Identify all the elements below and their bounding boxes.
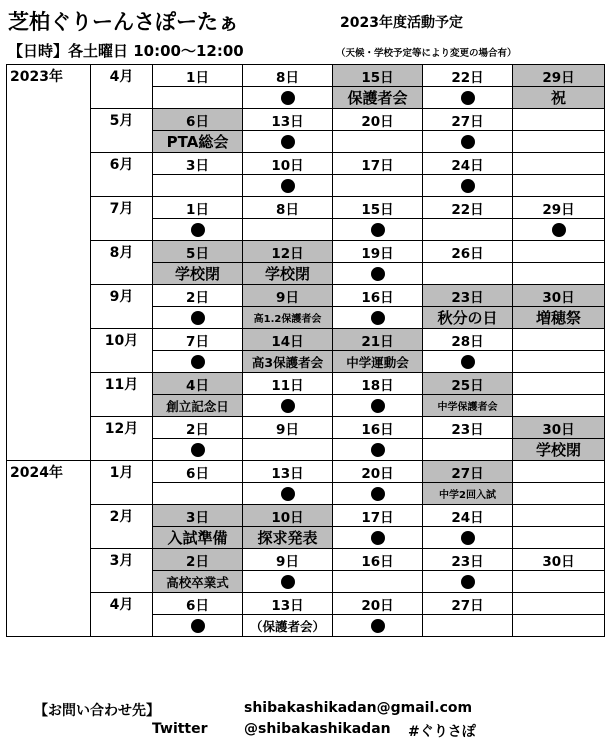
day-cell: 9日 <box>243 285 333 307</box>
day-cell: 6日 <box>153 109 243 131</box>
day-cell: 28日 <box>423 329 513 351</box>
year-cell: 2024年 <box>7 461 91 505</box>
day-cell: 5日 <box>153 241 243 263</box>
event-cell <box>333 175 423 197</box>
day-cell: 14日 <box>243 329 333 351</box>
day-cell: 6日 <box>153 461 243 483</box>
day-cell: 18日 <box>333 373 423 395</box>
activity-dot-icon <box>371 487 385 501</box>
schedule-day-row <box>7 241 605 263</box>
day-cell: 20日 <box>333 109 423 131</box>
event-cell <box>423 615 513 637</box>
activity-dot-icon <box>371 267 385 281</box>
event-cell: 高3保護者会 <box>243 351 333 373</box>
activity-dot-cell <box>153 219 243 241</box>
day-cell <box>513 593 605 615</box>
day-cell: 17日 <box>333 505 423 527</box>
month-cell: 4月 <box>91 593 153 637</box>
schedule-day-row <box>7 65 605 87</box>
day-cell: 12日 <box>243 241 333 263</box>
event-cell <box>513 571 605 593</box>
day-cell: 27日 <box>423 593 513 615</box>
schedule-day-row <box>7 505 605 527</box>
event-cell: 探求発表 <box>243 527 333 549</box>
activity-dot-cell <box>423 175 513 197</box>
activity-dot-icon <box>371 531 385 545</box>
day-cell: 23日 <box>423 285 513 307</box>
day-cell: 9日 <box>243 549 333 571</box>
day-cell <box>513 153 605 175</box>
event-cell: 創立記念日 <box>153 395 243 417</box>
schedule-day-row <box>7 329 605 351</box>
activity-dot-icon <box>281 91 295 105</box>
month-cell: 7月 <box>91 197 153 241</box>
day-cell: 26日 <box>423 241 513 263</box>
activity-dot-icon <box>281 487 295 501</box>
activity-dot-icon <box>191 311 205 325</box>
day-cell: 27日 <box>423 109 513 131</box>
event-cell <box>243 439 333 461</box>
event-cell: 学校閉 <box>153 263 243 285</box>
schedule-table <box>6 64 605 637</box>
day-cell: 9日 <box>243 417 333 439</box>
event-cell <box>513 615 605 637</box>
event-cell: 学校閉 <box>243 263 333 285</box>
activity-dot-icon <box>461 575 475 589</box>
twitter-handle[interactable]: @shibakashikadan <box>244 721 391 737</box>
activity-dot-icon <box>191 355 205 369</box>
schedule-day-row <box>7 549 605 571</box>
event-cell <box>423 439 513 461</box>
activity-dot-icon <box>191 223 205 237</box>
month-cell: 4月 <box>91 65 153 109</box>
day-cell: 8日 <box>243 65 333 87</box>
event-cell <box>153 175 243 197</box>
activity-dot-cell <box>153 439 243 461</box>
day-cell: 17日 <box>333 153 423 175</box>
event-cell <box>513 527 605 549</box>
activity-dot-icon <box>371 399 385 413</box>
year-cell <box>7 153 91 197</box>
activity-dot-cell <box>333 483 423 505</box>
month-cell: 11月 <box>91 373 153 417</box>
year-cell: 2023年 <box>7 65 91 109</box>
twitter-label: Twitter <box>152 721 208 737</box>
day-cell: 30日 <box>513 417 605 439</box>
year-cell <box>7 329 91 373</box>
hours-info: 【日時】各土曜日 10:00～12:00 <box>8 42 244 60</box>
day-cell: 13日 <box>243 593 333 615</box>
event-cell: 保護者会 <box>333 87 423 109</box>
year-cell <box>7 505 91 549</box>
activity-dot-icon <box>371 443 385 457</box>
day-cell <box>513 109 605 131</box>
day-cell: 22日 <box>423 197 513 219</box>
activity-dot-cell <box>243 87 333 109</box>
event-cell: 高校卒業式 <box>153 571 243 593</box>
event-cell <box>513 395 605 417</box>
activity-dot-cell <box>333 219 423 241</box>
schedule-day-row <box>7 593 605 615</box>
event-cell <box>243 219 333 241</box>
event-cell <box>513 351 605 373</box>
event-cell: PTA総会 <box>153 131 243 153</box>
schedule-day-row <box>7 373 605 395</box>
activity-dot-icon <box>461 91 475 105</box>
day-cell: 1日 <box>153 197 243 219</box>
event-cell: （保護者会） <box>243 615 333 637</box>
activity-dot-cell <box>243 571 333 593</box>
day-cell: 24日 <box>423 153 513 175</box>
day-cell: 8日 <box>243 197 333 219</box>
event-cell: 中学保護者会 <box>423 395 513 417</box>
day-cell: 15日 <box>333 65 423 87</box>
month-cell: 9月 <box>91 285 153 329</box>
day-cell: 10日 <box>243 153 333 175</box>
event-cell <box>153 483 243 505</box>
schedule-day-row <box>7 461 605 483</box>
event-cell: 学校閉 <box>513 439 605 461</box>
year-cell <box>7 373 91 417</box>
activity-dot-cell <box>243 395 333 417</box>
day-cell: 13日 <box>243 109 333 131</box>
year-cell <box>7 285 91 329</box>
activity-dot-cell <box>153 615 243 637</box>
activity-dot-cell <box>243 175 333 197</box>
activity-dot-icon <box>371 619 385 633</box>
activity-dot-cell <box>243 483 333 505</box>
activity-dot-cell <box>423 87 513 109</box>
event-cell: 高1.2保護者会 <box>243 307 333 329</box>
activity-dot-icon <box>461 179 475 193</box>
event-cell: 中学2回入試 <box>423 483 513 505</box>
day-cell: 3日 <box>153 505 243 527</box>
event-cell <box>333 571 423 593</box>
activity-dot-icon <box>281 399 295 413</box>
activity-dot-cell <box>333 615 423 637</box>
day-cell: 30日 <box>513 549 605 571</box>
activity-dot-icon <box>371 311 385 325</box>
day-cell: 6日 <box>153 593 243 615</box>
day-cell: 2日 <box>153 285 243 307</box>
event-cell <box>423 263 513 285</box>
day-cell: 16日 <box>333 285 423 307</box>
day-cell: 23日 <box>423 549 513 571</box>
activity-dot-icon <box>191 443 205 457</box>
activity-dot-icon <box>371 223 385 237</box>
activity-dot-cell <box>513 219 605 241</box>
month-cell: 6月 <box>91 153 153 197</box>
day-cell: 3日 <box>153 153 243 175</box>
schedule-day-row <box>7 197 605 219</box>
schedule-day-row <box>7 417 605 439</box>
month-cell: 5月 <box>91 109 153 153</box>
year-cell <box>7 197 91 241</box>
month-cell: 10月 <box>91 329 153 373</box>
event-cell: 祝 <box>513 87 605 109</box>
activity-dot-icon <box>461 531 475 545</box>
activity-dot-icon <box>191 619 205 633</box>
activity-dot-icon <box>281 575 295 589</box>
day-cell: 2日 <box>153 549 243 571</box>
activity-dot-icon <box>281 179 295 193</box>
day-cell: 16日 <box>333 549 423 571</box>
activity-dot-cell <box>333 263 423 285</box>
day-cell: 15日 <box>333 197 423 219</box>
day-cell: 20日 <box>333 593 423 615</box>
hashtag: #ぐりさぽ <box>408 724 476 740</box>
month-cell: 3月 <box>91 549 153 593</box>
schedule-subtitle: 2023年度活動予定 <box>340 15 463 31</box>
day-cell: 19日 <box>333 241 423 263</box>
event-cell: 秋分の日 <box>423 307 513 329</box>
activity-dot-cell <box>423 351 513 373</box>
activity-dot-icon <box>552 223 566 237</box>
event-cell <box>513 483 605 505</box>
day-cell: 29日 <box>513 65 605 87</box>
change-note: （天候・学校予定等により変更の場合有） <box>336 48 517 59</box>
year-cell <box>7 549 91 593</box>
month-cell: 12月 <box>91 417 153 461</box>
day-cell: 29日 <box>513 197 605 219</box>
schedule-day-row <box>7 285 605 307</box>
day-cell: 20日 <box>333 461 423 483</box>
year-cell <box>7 109 91 153</box>
day-cell: 27日 <box>423 461 513 483</box>
event-cell <box>513 131 605 153</box>
activity-dot-cell <box>333 439 423 461</box>
event-cell <box>423 219 513 241</box>
activity-dot-cell <box>423 131 513 153</box>
activity-dot-icon <box>281 135 295 149</box>
day-cell: 16日 <box>333 417 423 439</box>
event-cell <box>513 263 605 285</box>
day-cell: 10日 <box>243 505 333 527</box>
activity-dot-cell <box>423 571 513 593</box>
year-cell <box>7 417 91 461</box>
activity-dot-cell <box>423 527 513 549</box>
month-cell: 8月 <box>91 241 153 285</box>
day-cell: 23日 <box>423 417 513 439</box>
day-cell <box>513 505 605 527</box>
activity-dot-cell <box>153 307 243 329</box>
schedule-day-row <box>7 109 605 131</box>
activity-dot-cell <box>333 395 423 417</box>
day-cell: 30日 <box>513 285 605 307</box>
page-title: 芝柏ぐりーんさぽーたぁ <box>8 10 239 34</box>
contact-label: 【お問い合わせ先】 <box>34 703 160 719</box>
event-cell <box>513 175 605 197</box>
activity-dot-cell <box>243 131 333 153</box>
day-cell: 7日 <box>153 329 243 351</box>
day-cell: 11日 <box>243 373 333 395</box>
day-cell <box>513 241 605 263</box>
schedule-day-row <box>7 153 605 175</box>
day-cell: 13日 <box>243 461 333 483</box>
day-cell: 2日 <box>153 417 243 439</box>
activity-dot-cell <box>333 307 423 329</box>
event-cell: 増穂祭 <box>513 307 605 329</box>
day-cell: 25日 <box>423 373 513 395</box>
event-cell: 入試準備 <box>153 527 243 549</box>
event-cell <box>153 87 243 109</box>
activity-dot-icon <box>461 355 475 369</box>
year-cell <box>7 241 91 285</box>
day-cell: 1日 <box>153 65 243 87</box>
day-cell: 21日 <box>333 329 423 351</box>
day-cell: 4日 <box>153 373 243 395</box>
month-cell: 2月 <box>91 505 153 549</box>
event-cell <box>333 131 423 153</box>
day-cell: 24日 <box>423 505 513 527</box>
day-cell <box>513 329 605 351</box>
day-cell <box>513 461 605 483</box>
activity-dot-cell <box>153 351 243 373</box>
day-cell: 22日 <box>423 65 513 87</box>
contact-email[interactable]: shibakashikadan@gmail.com <box>244 700 473 716</box>
year-cell <box>7 593 91 637</box>
event-cell: 中学運動会 <box>333 351 423 373</box>
activity-dot-cell <box>333 527 423 549</box>
month-cell: 1月 <box>91 461 153 505</box>
activity-dot-icon <box>461 135 475 149</box>
day-cell <box>513 373 605 395</box>
